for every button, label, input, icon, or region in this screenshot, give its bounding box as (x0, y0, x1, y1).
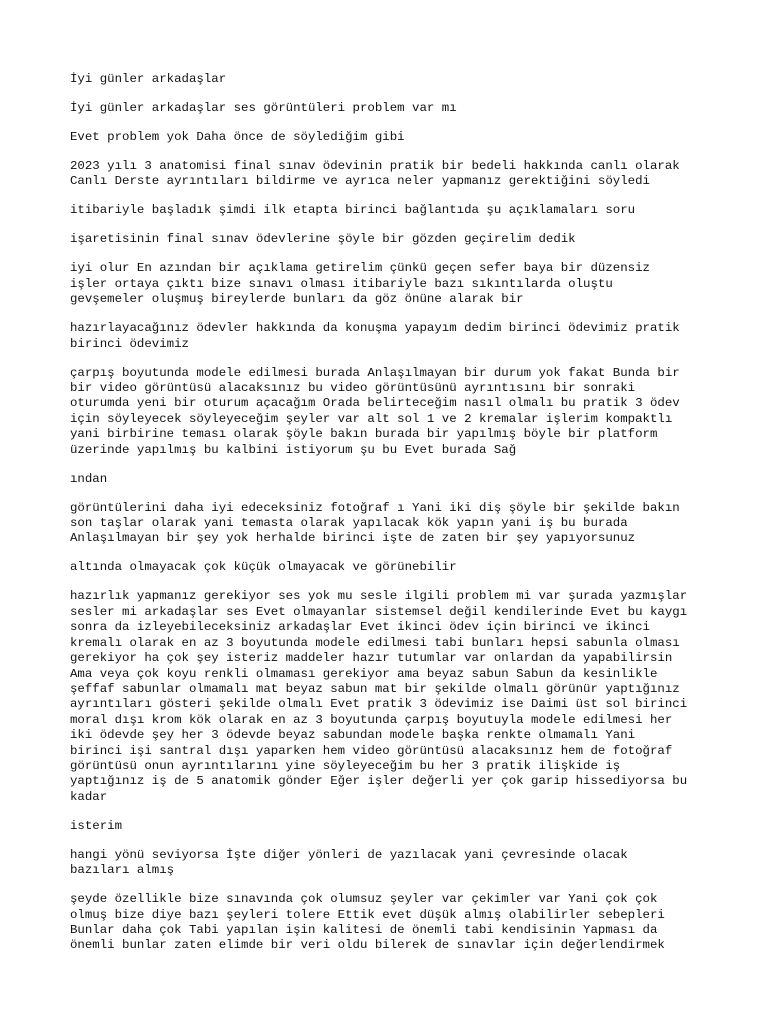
paragraph-5: itibariyle başladık şimdi ilk etapta birinci bağlantıda şu açıklamaları soru (70, 203, 636, 218)
paragraph-2: İyi günler arkadaşlar ses görüntüleri problem var mı (70, 101, 457, 115)
paragraph-8: hazırlayacağınız ödevler hakkında da konuşma yapayım dedim birinci ödevimiz pratik birinci ödevimiz (70, 321, 680, 351)
paragraph-1: İyi günler arkadaşlar (70, 72, 227, 86)
paragraph-10: ından (70, 471, 108, 486)
paragraph-16: şeyde özellikle bize sınavında çok olumsuz şeyler var çekimler var Yani çok çok olmuş bize diye bazı şeyleri tolere Ettik evet düşük almış olabilirler sebepleri Bunlar daha çok Tabi yapılan işin kalitesi de önemli tabi kendisinin Yapması da önemli bunlar zaten elimde bir veri oldu bilerek de sınavlar için değerlendirmek (70, 892, 665, 953)
paragraph-4: 2023 yılı 3 anatomisi final sınav ödevinin pratik bir bedeli hakkında canlı olarak Canlı Derste ayrıntıları bildirme ve ayrıca neler yapmanız gerektiğini söyledi (70, 159, 680, 189)
paragraph-12: altında olmayacak çok küçük olmayacak ve görünebilir (70, 560, 457, 575)
paragraph-3: Evet problem yok Daha önce de söylediğim gibi (70, 130, 405, 144)
document-body (70, 72, 710, 967)
paragraph-13: hazırlık yapmanız gerekiyor ses yok mu sesle ilgili problem mi var şurada yazmışlar sesler mi arkadaşlar ses Evet olmayanlar sistemsel değil kendilerinde Evet bu kaygı sonra da izleyebileceksiniz arkadaşlar Evet ikinci ödev için birinci ve ikinci kremalı olarak en az 3 boyutunda modele edilmesi tabi bunları hepsi sabunla olması gerekiyor ha çok şey isteriz maddeler hazır tutumlar var onlardan da yapabilirsin Ama veya çok koyu renkli olmaması gerekiyor ama beyaz sabun Sabun da kesinlikle şeffaf sabunlar olmamalı mat beyaz sabun mat bir şekilde olmalı görünür yaptığınız ayrıntıları gösteri şekilde olmalı Evet pratik 3 ödevimiz ise Daimi üst sol birinci moral dışı krom kök olarak en az 3 boyutunda çarpış boyutuyla modele edilmesi her iki ödevde şey her 3 ödevde beyaz sabundan modele başka renkte olmamalı Yani birinci işi santral dışı yaparken hem video görüntüsü alacaksınız hem de fotoğraf görüntüsü onun ayrıntılarını yine söyleyeceğim bu her 3 pratik ilişkide iş yaptığınız iş de 5 anatomik gönder Eğer işler değerli yer çok garip hissediyorsa bu kadar (70, 589, 688, 804)
paragraph-9: çarpış boyutunda modele edilmesi burada Anlaşılmayan bir durum yok fakat Bunda bir bir video görüntüsü alacaksınız bu video görüntüsünü ayrıntısını bir sonraki oturumda yeni bir oturum açacağım Orada belirteceğim nasıl olmalı bu pratik 3 ödev için söyleyecek söyleyeceğim şeyler var alt sol 1 ve 2 kremalar işlerim kompaktlı yani birbirine teması olarak şöyle bakın burada bir yapılmış böyle bir platform üzerinde yapılmış bu kalbini istiyorum şu bu Evet burada Sağ (70, 365, 680, 457)
paragraph-15: hangi yönü seviyorsa İşte diğer yönleri de yazılacak yani çevresinde olacak bazıları almış (70, 847, 628, 878)
paragraph-14: isterim (70, 818, 123, 833)
paragraph-7: iyi olur En azından bir açıklama getirelim çünkü geçen sefer baya bir düzensiz işler ortaya çıktı bize sınavı olması itibariyle bazı sıkıntılarda oluştu gevşemeler oluşmuş bireylerde bunları da göz önüne alarak bir (70, 261, 650, 307)
paragraph-6: işaretisinin final sınav ödevlerine şöyle bir gözden geçirelim dedik (70, 232, 576, 247)
paragraph-11: görüntülerini daha iyi edeceksiniz fotoğraf ı Yani iki diş şöyle bir şekilde bakın son taşlar olarak yani temasta olarak yapılacak kök yapın yani iş bu burada Anlaşılmayan bir şey yok herhalde birinci işte de zaten bir şey yapıyorsunuz (70, 500, 680, 546)
